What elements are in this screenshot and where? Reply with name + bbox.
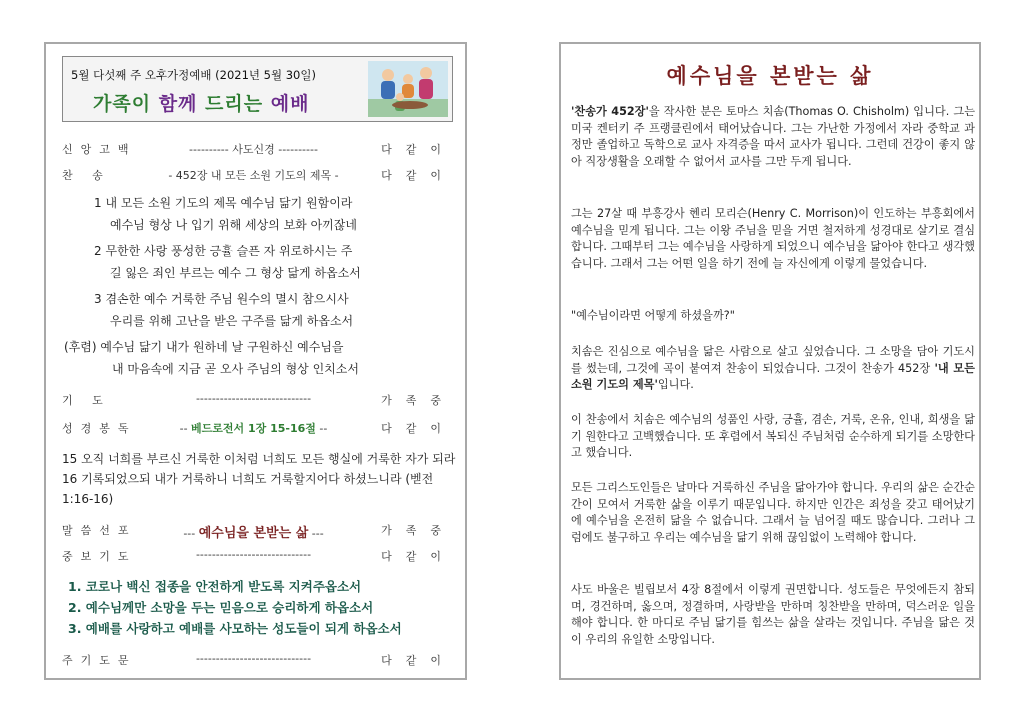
prayer-item: 3. 예배를 사랑하고 예배를 사모하는 성도들이 되게 하옵소서 (68, 621, 402, 636)
hymn-refrain: (후렴) 예수님 닮기 내가 원하네 날 구원하신 예수님을 내 마음속에 지금 곧 오사 주님의 형상 인치소서 (64, 340, 359, 376)
service-title (93, 89, 309, 116)
article-paragraph-6: 모든 그리스도인들은 날마다 거룩하신 주님을 닮아가야 합니다. 우리의 삶은 순간순간이 모여서 거룩한 삶을 이루기 때문입니다. 하지만 인간은 죄성을 갖고 태어났기에 예수님을 온전히 닮을 수 없습니다. 그래서 늘 넘어질 때도 많습니다. 그러나 그럼에도 불구하고 우리는 예수님을 닮기 위해 끊임없이 노력해야 합니다. (571, 481, 975, 544)
article-paragraph-7: 사도 바울은 빌립보서 4장 8절에서 이렇게 권면합니다. 성도들은 무엇에든지 참되며, 경건하며, 옳으며, 정결하며, 사랑받을 만하며 칭찬받을 만하며, 덕스러운 일을 해야 합니다. 한 마디로 주님 닮기를 힘쓰는 삶을 살라는 것입니다. 주님을 닮은 것이 우리의 유일한 소망입니다. (571, 583, 975, 646)
bulletin-left-page: 5월 다섯째 주 오후가정예배 (2021년 5월 30일) 가족이 함께 드리는 예배 신앙고백 ---------- 사도신경 ---------- 다같이 찬 송 - 452장 내 모든 소원 기도의 제목 - 다같이 1 내 모든 소원 기도의 제목 예수님 닮기 원함이라 예수님 형상 나 입기 위해 세상의 보화 아끼잖네 2 무한한 사랑 풍성한 긍휼 슬픈 자 위로하시는 주 길 잃은 죄인 부르는 예수 그 형상 닮게 하옵소서 3 겸손한 예수 거룩한 주님 원수의 멸시 참으시사 우리를 위해 고난을 받은 구주를 닮게 하옵소서 (후렴) 예수님 닮기 내가 원하네 날 구원하신 예수님을 내 마음속에 지금 곧 오사 주님의 형상 인치소서 기 도 ----------------------------- 가족중 성경봉독 -- 베드로전서 1장 15-16절 -- 다같이 15 오직 너희를 부르신 거룩한 이처럼 너희도 모든 행실에 거룩한 자가 되라 16 기록되었으되 내가 거룩하니 너희도 거룩할지어다 하셨느니라 (벧전 1:16-16) 말씀선포 --- 예수님을 본받는 삶 --- 가족중 중보기도 ----------------------------- 다같이 1. 코로나 백신 접종을 안전하게 받도록 지켜주옵소서 2. 예수님께만 소망을 두는 믿음으로 승리하게 하옵소서 3. 예배를 사랑하고 예배를 사모하는 성도들이 되게 하옵소서 주기도문 ----------------------------- 다같이 (44, 42, 467, 680)
scripture-reference: 베드로전서 1장 15-16절 (191, 422, 316, 435)
service-subtitle: 5월 다섯째 주 오후가정예배 (2021년 5월 30일) (71, 68, 316, 82)
family-prayer-illustration (368, 61, 448, 117)
bulletin-right-page (559, 42, 981, 680)
bulletin-header (62, 56, 453, 122)
article-paragraph-2: 그는 27살 때 부흥강사 헨리 모리슨(Henry C. Morrison)이 인도하는 부흥회에서 예수님을 믿게 됩니다. 그는 이왕 주님을 믿을 거면 철저하게 성경대로 살기로 결심합니다. 그때부터 그는 예수님을 사랑하게 되었으니 예수님을 닮아야 한다고 생각했습니다. 그래서 그는 어떤 일을 하기 전에 늘 자신에게 이렇게 물었습니다. (571, 207, 975, 270)
title-word-4: 예배 (270, 93, 310, 115)
hymn-verse-3: 3 겸손한 예수 거룩한 주님 원수의 멸시 참으시사 우리를 위해 고난을 받은 구주를 닮게 하옵소서 (94, 292, 354, 328)
sermon-title: 예수님을 본받는 삶 (198, 526, 309, 541)
article-paragraph-1: '찬송가 452장'을 작사한 분은 토마스 치솜(Thomas O. Chisholm) 입니다. 그는 미국 켄터키 주 프랭클린에서 태어났습니다. 그는 가난한 가정에서 자라 중학교 과정만 졸업하고 독학으로 교사 자격증을 따서 교사가 됩니다. 그런데 건강이 좋지 않아 직장생활을 오래할 수 없어서 교사를 그만 두게 됩니다. (571, 105, 975, 168)
scripture-text: 15 오직 너희를 부르신 거룩한 이처럼 너희도 모든 행실에 거룩한 자가 되라 16 기록되었으되 내가 거룩하니 너희도 거룩할지어다 하셨느니라 (벧전 1:16-16) (62, 452, 456, 506)
prayer-item: 1. 코로나 백신 접종을 안전하게 받도록 지켜주옵소서 (68, 579, 362, 594)
prayer-item: 2. 예수님께만 소망을 두는 믿음으로 승리하게 하옵소서 (68, 600, 374, 615)
article-paragraph-4: 치솜은 진심으로 예수님을 닮은 사람으로 살고 싶었습니다. 그 소망을 담아 기도시를 썼는데, 그것에 곡이 붙여져 찬송이 되었습니다. 그것이 찬송가 452장 '내 모든 소원 기도의 제목'입니다. (571, 345, 975, 391)
article-paragraph-5: 이 찬송에서 치솜은 예수님의 성품인 사랑, 긍휼, 겸손, 거룩, 온유, 인내, 희생을 닮기 원한다고 고백했습니다. 또 후렴에서 복되신 주님처럼 순수하게 되기를 소망한다고 했습니다. (571, 413, 975, 459)
prayer-requests (68, 576, 402, 639)
article-paragraph-3: "예수님이라면 어떻게 하셨을까?" (571, 309, 735, 322)
hymn-verse-1: 1 내 모든 소원 기도의 제목 예수님 닮기 원함이라 예수님 형상 나 입기 위해 세상의 보화 아끼잖네 (94, 196, 357, 232)
title-word-3: 드리는 (205, 93, 264, 115)
article-title: 예수님을 본받는 삶 (666, 64, 874, 88)
title-word-2: 함께 (158, 93, 198, 115)
hymn-verse-2: 2 무한한 사랑 풍성한 긍휼 슬픈 자 위로하시는 주 길 잃은 죄인 부르는 예수 그 형상 닮게 하옵소서 (94, 244, 361, 280)
title-word-1: 가족이 (93, 93, 152, 115)
